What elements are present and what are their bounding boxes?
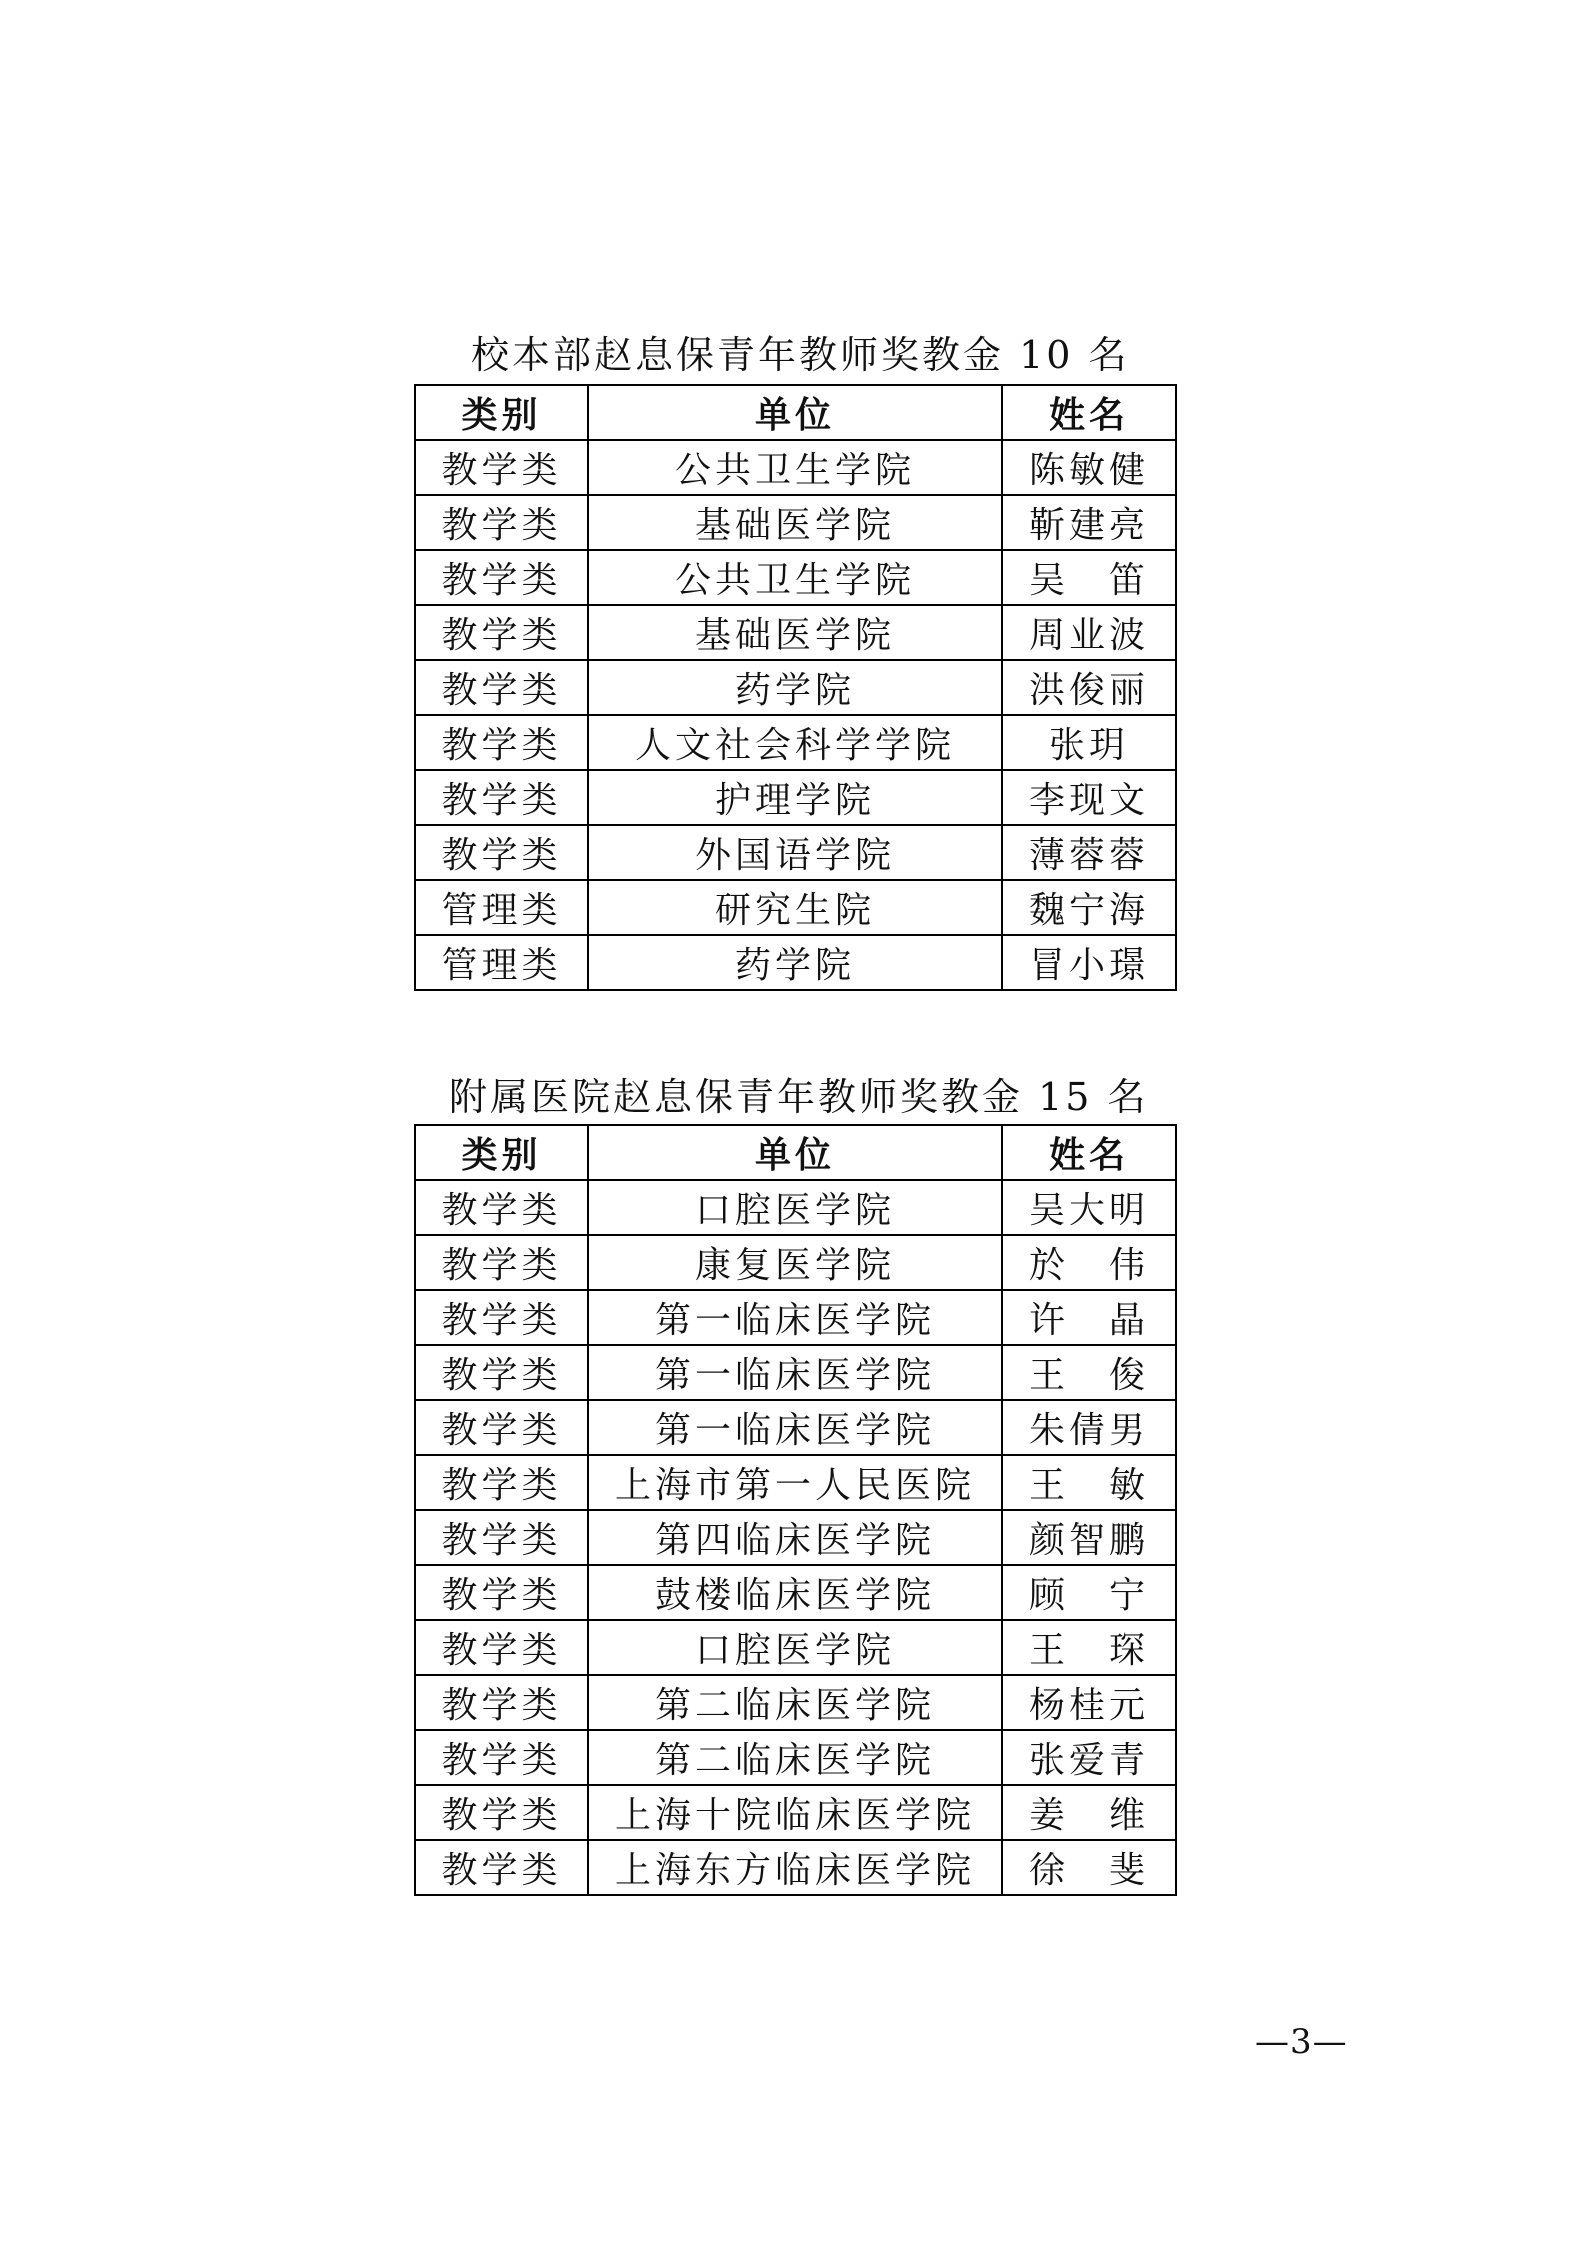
cell-category: 教学类 — [415, 605, 588, 660]
cell-category: 教学类 — [415, 495, 588, 550]
cell-category: 教学类 — [415, 1675, 588, 1730]
cell-category: 教学类 — [415, 1620, 588, 1675]
cell-category: 教学类 — [415, 1400, 588, 1455]
cell-unit: 上海东方临床医学院 — [588, 1840, 1002, 1895]
cell-name: 靳建亮 — [1002, 495, 1176, 550]
cell-unit: 研究生院 — [588, 880, 1002, 935]
table-row — [415, 880, 1176, 935]
cell-name: 於 伟 — [1002, 1235, 1176, 1290]
table-row — [415, 1620, 1176, 1675]
table-row — [415, 1565, 1176, 1620]
cell-name: 魏宁海 — [1002, 880, 1176, 935]
cell-name: 李现文 — [1002, 770, 1176, 825]
cell-name: 吴 笛 — [1002, 550, 1176, 605]
cell-unit: 第一临床医学院 — [588, 1400, 1002, 1455]
cell-unit: 公共卫生学院 — [588, 550, 1002, 605]
cell-name: 姜 维 — [1002, 1785, 1176, 1840]
header-unit: 单位 — [588, 385, 1002, 440]
table-row — [415, 1730, 1176, 1785]
cell-category: 教学类 — [415, 825, 588, 880]
cell-name: 王 俊 — [1002, 1345, 1176, 1400]
cell-category: 教学类 — [415, 770, 588, 825]
table-header-row — [415, 385, 1176, 440]
table-row — [415, 715, 1176, 770]
cell-unit: 第二临床医学院 — [588, 1675, 1002, 1730]
cell-category: 教学类 — [415, 660, 588, 715]
cell-unit: 护理学院 — [588, 770, 1002, 825]
cell-name: 张爱青 — [1002, 1730, 1176, 1785]
cell-category: 教学类 — [415, 1510, 588, 1565]
table-row — [415, 1840, 1176, 1895]
table-row — [415, 660, 1176, 715]
cell-unit: 第四临床医学院 — [588, 1510, 1002, 1565]
table-row — [415, 1455, 1176, 1510]
cell-category: 教学类 — [415, 1455, 588, 1510]
table-row — [415, 1345, 1176, 1400]
cell-name: 陈敏健 — [1002, 440, 1176, 495]
cell-name: 王 琛 — [1002, 1620, 1176, 1675]
cell-unit: 公共卫生学院 — [588, 440, 1002, 495]
cell-category: 教学类 — [415, 1785, 588, 1840]
table-row — [415, 1510, 1176, 1565]
table-header-row — [415, 1125, 1176, 1180]
cell-unit: 药学院 — [588, 935, 1002, 990]
cell-unit: 鼓楼临床医学院 — [588, 1565, 1002, 1620]
header-name: 姓名 — [1002, 385, 1176, 440]
cell-unit: 第一临床医学院 — [588, 1345, 1002, 1400]
header-category: 类别 — [415, 385, 588, 440]
cell-unit: 口腔医学院 — [588, 1180, 1002, 1235]
cell-category: 教学类 — [415, 1565, 588, 1620]
cell-category: 教学类 — [415, 1345, 588, 1400]
award-table-affiliated-hospitals — [414, 1124, 1177, 1896]
cell-name: 许 晶 — [1002, 1290, 1176, 1345]
table-title-headquarters: 校本部赵息保青年教师奖教金 10 名 — [471, 333, 1130, 377]
table-row — [415, 440, 1176, 495]
table-row — [415, 935, 1176, 990]
cell-name: 王 敏 — [1002, 1455, 1176, 1510]
table-row — [415, 550, 1176, 605]
cell-category: 管理类 — [415, 935, 588, 990]
cell-unit: 第二临床医学院 — [588, 1730, 1002, 1785]
cell-name: 薄蓉蓉 — [1002, 825, 1176, 880]
table-body — [415, 1180, 1176, 1895]
cell-unit: 康复医学院 — [588, 1235, 1002, 1290]
cell-category: 教学类 — [415, 1730, 588, 1785]
table-row — [415, 1785, 1176, 1840]
table-row — [415, 1290, 1176, 1345]
cell-unit: 第一临床医学院 — [588, 1290, 1002, 1345]
table-title-affiliated-hospitals: 附属医院赵息保青年教师奖教金 15 名 — [449, 1075, 1149, 1119]
cell-category: 教学类 — [415, 1180, 588, 1235]
cell-category: 教学类 — [415, 715, 588, 770]
cell-category: 教学类 — [415, 440, 588, 495]
table-row — [415, 1400, 1176, 1455]
cell-category: 教学类 — [415, 1840, 588, 1895]
table-row — [415, 605, 1176, 660]
cell-category: 教学类 — [415, 1290, 588, 1345]
table-row — [415, 495, 1176, 550]
cell-unit: 外国语学院 — [588, 825, 1002, 880]
cell-unit: 口腔医学院 — [588, 1620, 1002, 1675]
cell-name: 冒小璟 — [1002, 935, 1176, 990]
cell-name: 杨桂元 — [1002, 1675, 1176, 1730]
cell-name: 朱倩男 — [1002, 1400, 1176, 1455]
cell-category: 管理类 — [415, 880, 588, 935]
award-table-headquarters — [414, 384, 1177, 991]
cell-category: 教学类 — [415, 550, 588, 605]
cell-name: 吴大明 — [1002, 1180, 1176, 1235]
table-row — [415, 825, 1176, 880]
cell-name: 张玥 — [1002, 715, 1176, 770]
cell-unit: 基础医学院 — [588, 605, 1002, 660]
page-number: —3— — [1255, 2022, 1348, 2062]
table-row — [415, 770, 1176, 825]
cell-unit: 上海十院临床医学院 — [588, 1785, 1002, 1840]
table-row — [415, 1180, 1176, 1235]
cell-unit: 上海市第一人民医院 — [588, 1455, 1002, 1510]
cell-unit: 人文社会科学学院 — [588, 715, 1002, 770]
table-row — [415, 1235, 1176, 1290]
cell-category: 教学类 — [415, 1235, 588, 1290]
cell-name: 顾 宁 — [1002, 1565, 1176, 1620]
table-body — [415, 440, 1176, 990]
cell-unit: 药学院 — [588, 660, 1002, 715]
table-row — [415, 1675, 1176, 1730]
cell-name: 周业波 — [1002, 605, 1176, 660]
header-name: 姓名 — [1002, 1125, 1176, 1180]
cell-name: 洪俊丽 — [1002, 660, 1176, 715]
cell-name: 颜智鹏 — [1002, 1510, 1176, 1565]
cell-unit: 基础医学院 — [588, 495, 1002, 550]
cell-name: 徐 斐 — [1002, 1840, 1176, 1895]
header-category: 类别 — [415, 1125, 588, 1180]
header-unit: 单位 — [588, 1125, 1002, 1180]
